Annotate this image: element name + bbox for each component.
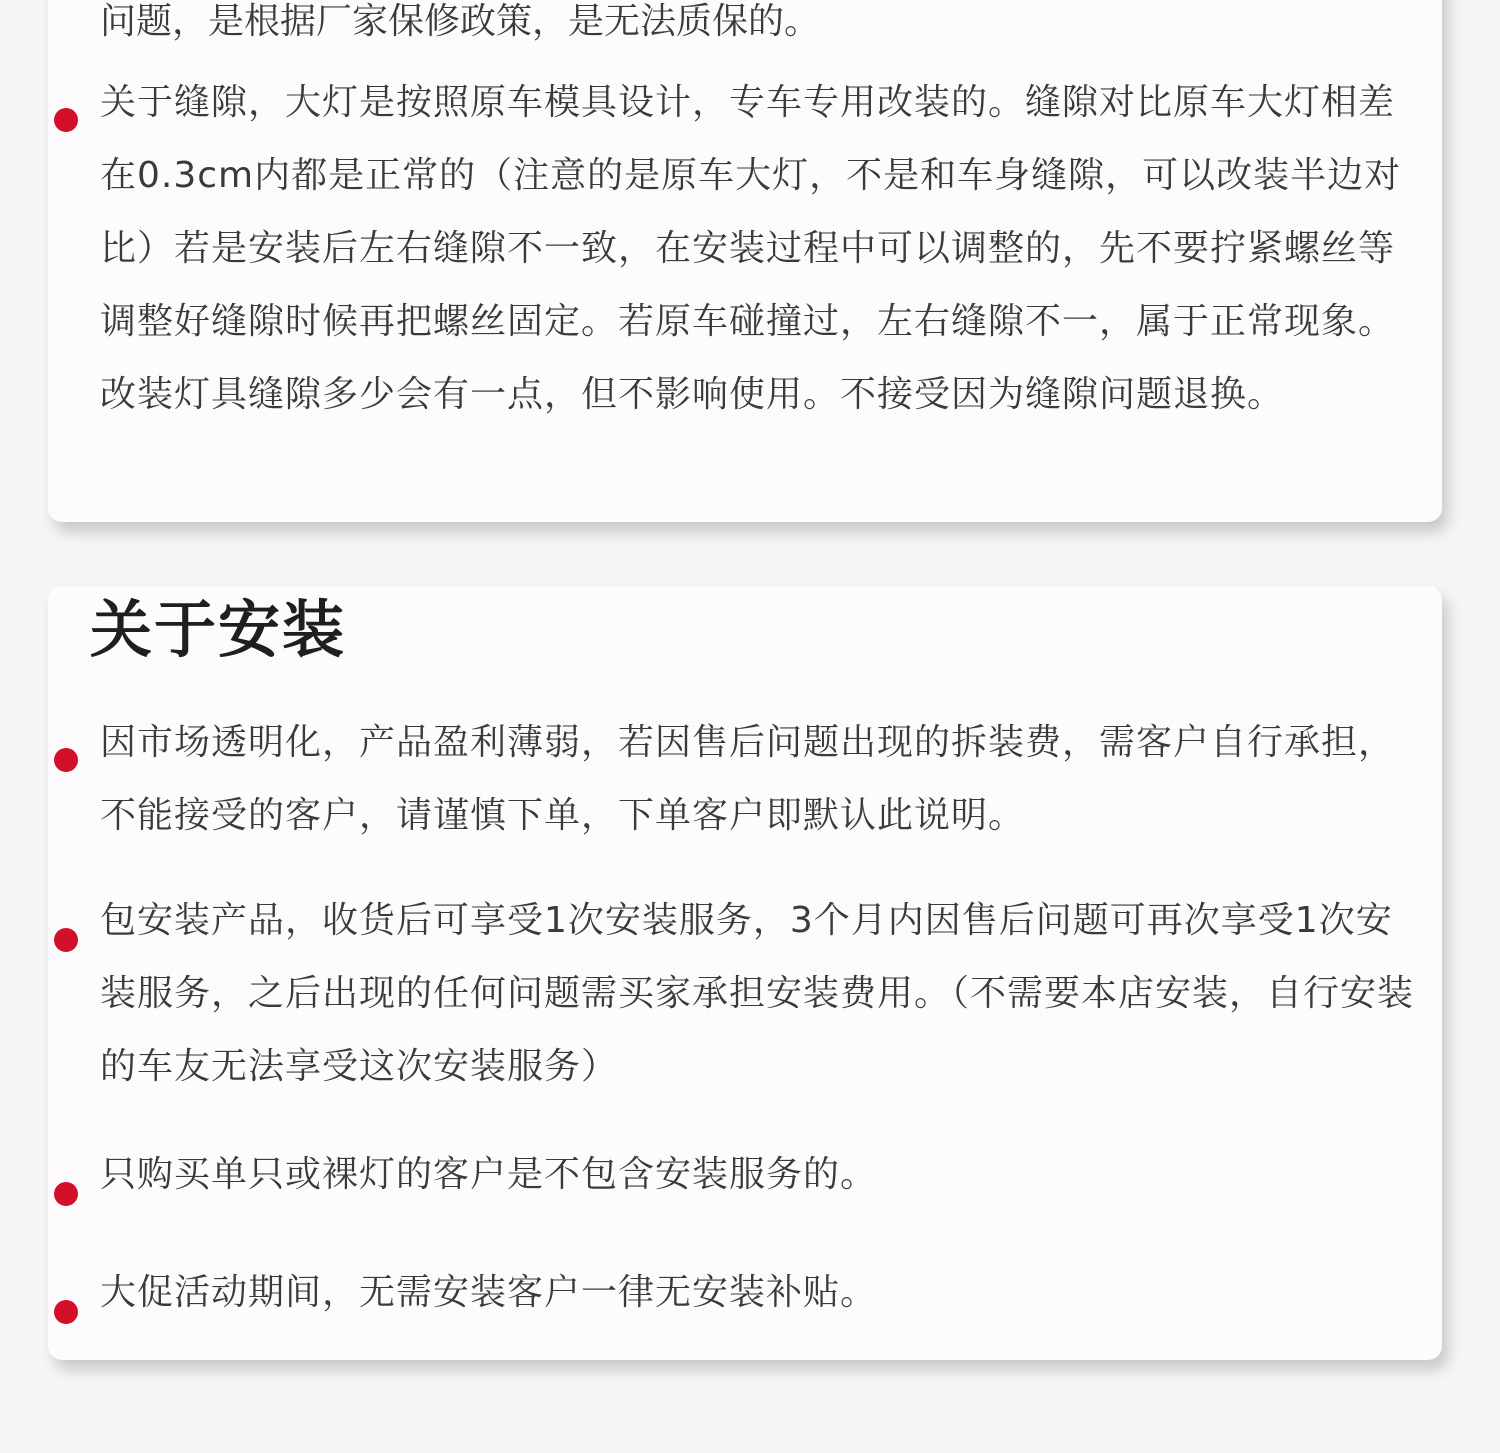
gap-policy-card [48, 0, 1442, 522]
warranty-note-tail: 问题，是根据厂家保修政策，是无法质保的。 [100, 1, 821, 42]
section-title: 关于安装 [90, 593, 347, 666]
install-policy-text: 只购买单只或裸灯的客户是不包含安装服务的。 [100, 1154, 878, 1195]
bullet-dot-icon [54, 1300, 78, 1324]
install-policy-card [48, 586, 1442, 1360]
gap-policy-text: 关于缝隙，大灯是按照原车模具设计，专车专用改装的。缝隙对比原车大灯相差在0.3cm内都是正常的（注意的是原车大灯，不是和车身缝隙，可以改装半边对比）若是安装后左右缝隙不一致，在安装过程中可以调整的，先不要拧紧螺丝等调整好缝隙时候再把螺丝固定。若原车碰撞过，左右缝隙不一，属于正常现象。改装灯具缝隙多少会有一点，但不影响使用。不接受因为缝隙问题退换。 [100, 82, 1402, 415]
install-policy-text: 因市场透明化，产品盈利薄弱，若因售后问题出现的拆装费，需客户自行承担，不能接受的客户，请谨慎下单，下单客户即默认此说明。 [100, 722, 1396, 836]
install-policy-text: 包安装产品，收货后可享受1次安装服务，3个月内因售后问题可再次享受1次安装服务，之后出现的任何问题需买家承担安装费用。（不需要本店安装，自行安装的车友无法享受这次安装服务） [100, 900, 1415, 1087]
bullet-dot-icon [54, 108, 78, 132]
bullet-dot-icon [54, 1182, 78, 1206]
bullet-dot-icon [54, 928, 78, 952]
bullet-dot-icon [54, 748, 78, 772]
install-policy-text: 大促活动期间，无需安装客户一律无安装补贴。 [100, 1272, 878, 1313]
